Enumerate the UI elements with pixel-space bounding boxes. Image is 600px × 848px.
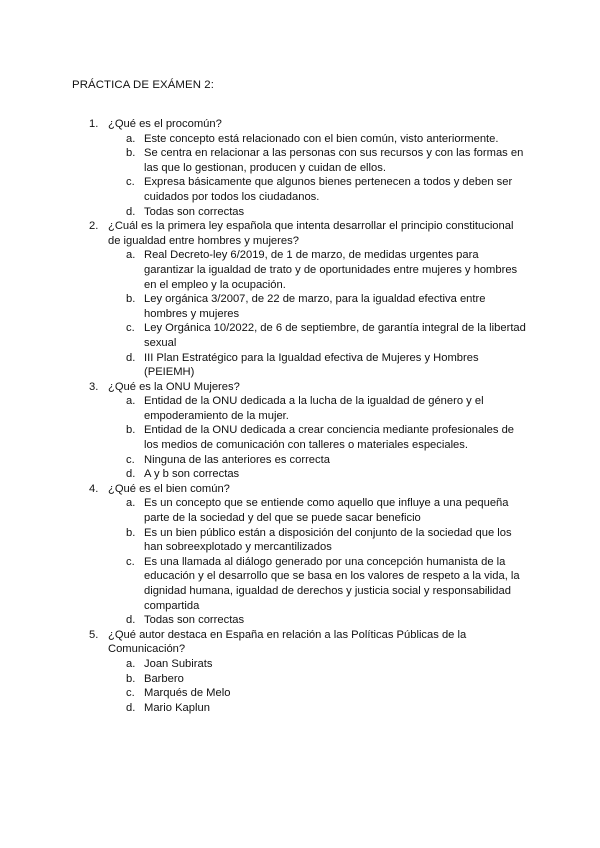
option-item [108, 701, 528, 716]
option-text: Joan Subirats [144, 657, 213, 670]
option-item [108, 175, 528, 204]
option-item [108, 657, 528, 672]
option-item [108, 555, 528, 613]
option-letter: c. [126, 322, 135, 335]
option-text: Este concepto está relacionado con el bien común, visto anteriormente. [144, 132, 499, 145]
option-letter: b. [126, 526, 136, 539]
option-item [108, 146, 528, 175]
option-letter: a. [126, 497, 136, 510]
option-letter: d. [126, 614, 136, 627]
option-letter: b. [126, 293, 136, 306]
option-text: Entidad de la ONU dedicada a la lucha de la igualdad de género y el empoderamiento de la mujer. [144, 395, 484, 422]
option-letter: a. [126, 657, 136, 670]
option-text: Ley Orgánica 10/2022, de 6 de septiembre, de garantía integral de la libertad sexual [144, 322, 526, 349]
option-item [108, 248, 528, 292]
option-text: A y b son correctas [144, 468, 240, 481]
question-text: ¿Qué es la ONU Mujeres? [108, 380, 240, 393]
option-text: Entidad de la ONU dedicada a crear conciencia mediante profesionales de los medios de comunicación con talleres o materiales especiales. [144, 424, 515, 452]
option-text: Ley orgánica 3/2007, de 22 de marzo, para la igualdad efectiva entre hombres y mujeres [144, 293, 486, 320]
question-list [72, 117, 528, 715]
option-text: Es un concepto que se entiende como aquello que influye a una pequeña parte de la sociedad y del que se puede sacar beneficio [144, 497, 509, 525]
option-item [108, 394, 528, 423]
option-text: Marqués de Melo [144, 687, 231, 700]
option-item [108, 526, 528, 555]
option-letter: c. [126, 555, 135, 568]
option-item [108, 132, 528, 147]
option-list [108, 657, 528, 715]
option-list [108, 394, 528, 482]
page-title: PRÁCTICA DE EXÁMEN 2: [72, 79, 214, 91]
option-letter: a. [126, 249, 136, 262]
option-item [108, 613, 528, 628]
option-text: Barbero [144, 672, 184, 685]
option-text: III Plan Estratégico para la Igualdad efectiva de Mujeres y Hombres (PEIEMH) [144, 351, 479, 379]
question-text: ¿Qué es el bien común? [108, 482, 230, 495]
option-text: Se centra en relacionar a las personas con sus recursos y con las formas en las que lo gestionan, producen y cuidan de ellos. [144, 147, 524, 174]
option-item [108, 292, 528, 321]
option-item [108, 496, 528, 525]
option-letter: d. [126, 701, 136, 714]
option-list [108, 496, 528, 627]
option-item [108, 423, 528, 452]
question-2 [72, 219, 528, 380]
question-text: ¿Cuál es la primera ley española que intenta desarrollar el principio constitucional de igualdad entre hombres y mujeres? [108, 220, 514, 247]
option-item [108, 467, 528, 482]
option-letter: d. [126, 351, 136, 364]
option-item [108, 205, 528, 220]
option-text: Mario Kaplun [144, 701, 210, 714]
option-text: Es una llamada al diálogo generado por una concepción humanista de la educación y el desarrollo que se basa en los valores de respeto a la vida, la dignidad humana, igualdad de derechos y justicia social y responsabilidad compartida [144, 555, 520, 612]
question-text: ¿Qué es el procomún? [108, 118, 222, 130]
option-letter: a. [126, 395, 136, 408]
option-text: Expresa básicamente que algunos bienes pertenecen a todos y deben ser cuidados por todos los ciudadanos. [144, 176, 513, 203]
option-letter: c. [126, 176, 135, 189]
option-item [108, 453, 528, 468]
question-4 [72, 482, 528, 628]
option-list [108, 132, 528, 220]
question-number: 4. [89, 482, 99, 495]
option-item [108, 321, 528, 350]
option-list [108, 248, 528, 379]
option-item [108, 351, 528, 380]
option-item [108, 672, 528, 687]
question-number: 3. [89, 380, 99, 393]
option-letter: c. [126, 453, 135, 466]
question-text: ¿Qué autor destaca en España en relación a las Políticas Públicas de la Comunicación? [108, 628, 467, 656]
option-text: Ninguna de las anteriores es correcta [144, 453, 330, 466]
question-number: 2. [89, 220, 99, 233]
question-5 [72, 628, 528, 716]
option-text: Real Decreto-ley 6/2019, de 1 de marzo, de medidas urgentes para garantizar la igualdad de trato y de oportunidades entre mujeres y hombres en el empleo y la ocupación. [144, 249, 518, 291]
option-text: Es un bien público están a disposición del conjunto de la sociedad que los han sobreexplotado y mercantilizados [144, 526, 512, 554]
option-item [108, 686, 528, 701]
option-text: Todas son correctas [144, 614, 245, 627]
option-letter: d. [126, 468, 136, 481]
question-1 [72, 117, 528, 219]
option-letter: b. [126, 424, 136, 437]
option-letter: a. [126, 132, 136, 145]
option-letter: c. [126, 687, 135, 700]
question-number: 1. [89, 118, 99, 130]
option-text: Todas son correctas [144, 205, 245, 218]
option-letter: b. [126, 672, 136, 685]
question-number: 5. [89, 628, 99, 641]
question-3 [72, 380, 528, 482]
option-letter: d. [126, 205, 136, 218]
option-letter: b. [126, 147, 136, 160]
